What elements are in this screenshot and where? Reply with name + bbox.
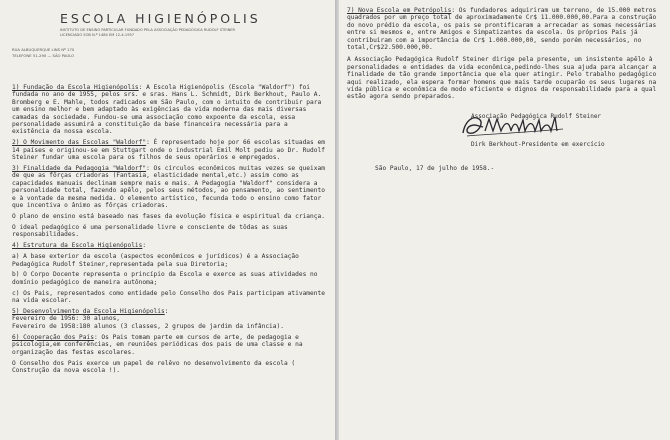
section-5-line-b: Fevereiro de 1958:180 alunos (3 classes, 2 grupos de jardim da infância). — [12, 322, 284, 330]
section-2-text: : É representado hoje por 66 escolas situadas em 14 países e originou-se em Stuttgart onde o industrial Emil Molt pediu ao Dr. Rudolf Steiner fundar uma escola para os filhos de seus operários e empregados. — [12, 139, 325, 162]
section-5 — [12, 308, 325, 330]
school-subtitle-line-1: INSTITUTO DE ENSINO PARTICULAR FUNDADO PELA ASSOCIAÇÃO PEDAGÓGICA RUDOLF STEINER — [60, 28, 236, 32]
section-1 — [12, 84, 325, 136]
place-and-date: São Paulo, 17 de julho de 1958.- — [375, 164, 495, 172]
section-1-text: : A Escola Higienópolis (Escola "Waldorf") foi fundada no ano de 1955, pelos srs. e sras. Hans L. Schmidt, Dirk Berkhout, Paulo A. Bromberg e E. Mahle, todos radicados em São Paulo, com o intuito de contribuir para um ensino melhor e bem adaptado às exigências da vida moderna das mais diversas camadas da sociedade. Fundou-se uma associação como expoente da escola, essa personalidade assumirá a constituição da base financeira necessária para a existência da nossa escola. — [12, 84, 322, 136]
school-title: ESCOLA HIGIENÓPOLIS — [60, 11, 261, 26]
section-3 — [12, 165, 325, 209]
section-4-item-a: a) A base exterior da escola (aspectos econômicos e jurídicos) é a Associação Pedagógica Rudolf Steiner,representada pela sua Diretoria; — [12, 253, 299, 268]
section-1-heading: 1) Fundação da Escola Higienópolis — [12, 84, 139, 91]
section-5-intro: : — [164, 308, 169, 316]
section-2-heading: 2) O Movimento das Escolas "Waldorf" — [12, 139, 147, 147]
section-3-heading: 3) Finalidade da Pedagogia "Waldorf" — [12, 165, 147, 173]
signature-block — [347, 111, 664, 157]
section-6-paragraph-2: O Conselho dos Pais exerce um papel de relêvo no desenvolvimento da escola ( Construção da nova escola !). — [12, 359, 296, 374]
section-6 — [12, 334, 325, 356]
document-page-right — [339, 0, 670, 440]
section-3-paragraph-2: O plano de ensino está baseado nas fases da evolução física e espiritual da criança. — [12, 213, 325, 220]
section-5-heading: 5) Desenvolvimento da Escola Higienópolis — [12, 308, 165, 316]
signature-organization: Associação Pedagógica Rudolf Steiner — [471, 112, 602, 120]
appeal-paragraph: A Associação Pedagógica Rudolf Steiner dirige pela presente, um insistente apêlo à personalidades e entidades da vida econômica,pedindo-lhes sua ajuda para alcançar a finalidade de tão grande importância que ela quer atingir. Pelo trabalho pedagógico aqui realizado, ela espera formar homens que mais tarde ocuparão os seus lugares na vida pública e econômica de modo eficiente e dignos da responsabilidade para a qual estão agora sendo preparados. — [347, 56, 657, 101]
letter-body-right — [347, 7, 664, 101]
school-address — [12, 47, 74, 59]
section-3-paragraph-3: O ideal pedagógico é uma personalidade livre e consciente de tôdas as suas responsabilidades. — [12, 223, 288, 239]
section-7 — [347, 7, 664, 51]
section-4-intro: : — [142, 242, 147, 250]
address-line-1: RUA ALBUQUERQUE LINS Nº 170 — [12, 47, 75, 52]
section-4 — [12, 242, 325, 249]
letter-body-left — [12, 84, 325, 374]
section-2 — [12, 139, 325, 161]
address-line-2: TELEFONE 51-290 — SÃO PAULO — [12, 53, 75, 58]
section-6-heading: 6) Cooperação dos Pais — [12, 333, 94, 341]
section-6-text: : Os Pais tomam parte em cursos de arte, de pedagogia e psicologia,em conferências, em reuniões periódicas dos pais de uma classe e na organização das festas escolares. — [12, 333, 303, 356]
section-3-text: : Os círculos econômicos muitas vezes se queixam de que as fôrças criadoras (Fantasia, elasticidade mental,etc.) assim como as capacidades manuais declinam sempre mais e mais. A Pedagogia "Waldorf" considera a personalidade total, fazendo apêlo, pelos seus métodos, ao pensamento, ao sentimento e à vontade da mesma medida. O elemento artístico, fecunda todo o ensino como fator que incentiva o ânimo as fôrças criadoras. — [12, 165, 325, 210]
letterhead — [12, 6, 325, 84]
section-5-line-a: Fevereiro de 1956: 30 alunos, — [12, 315, 121, 323]
section-4-item-c: c) Os Pais, representados como entidade pelo Conselho dos Pais participam ativamente na vida escolar. — [12, 289, 325, 305]
section-7-text: : Os fundadores adquiriram um terreno, de 15.000 metros quadrados por um preço total de aproximadamente Cr$ 11.000.000,00.Para a construção do novo prédio da escola, os pais se prontificaram a arrecadar as somas necessárias entre si mesmos e, entre Amigos e Simpatizantes da escola. Os próprios Pais já contribuiram com a importância de Cr$ 1.000.000,00, sendo porém necessários, no total,Cr$22.500.000,00. — [347, 7, 657, 52]
section-4-heading: 4) Estrutura da Escola Higienópolis — [12, 242, 143, 250]
section-4-item-b: b) O Corpo Docente representa o princípio da Escola e exerce as suas atividades no domínio pedagógico de maneira autônoma; — [12, 271, 318, 286]
signature-name: Dirk Berkhout-Presidente em exercício — [471, 140, 605, 148]
section-7-heading: 7) Nova Escola em Petrópolis — [347, 7, 452, 14]
school-subtitle-line-2: LICENCIADO SOB N.º 1484 EM 12-4-1957 — [60, 33, 135, 37]
school-subtitle — [60, 28, 235, 38]
